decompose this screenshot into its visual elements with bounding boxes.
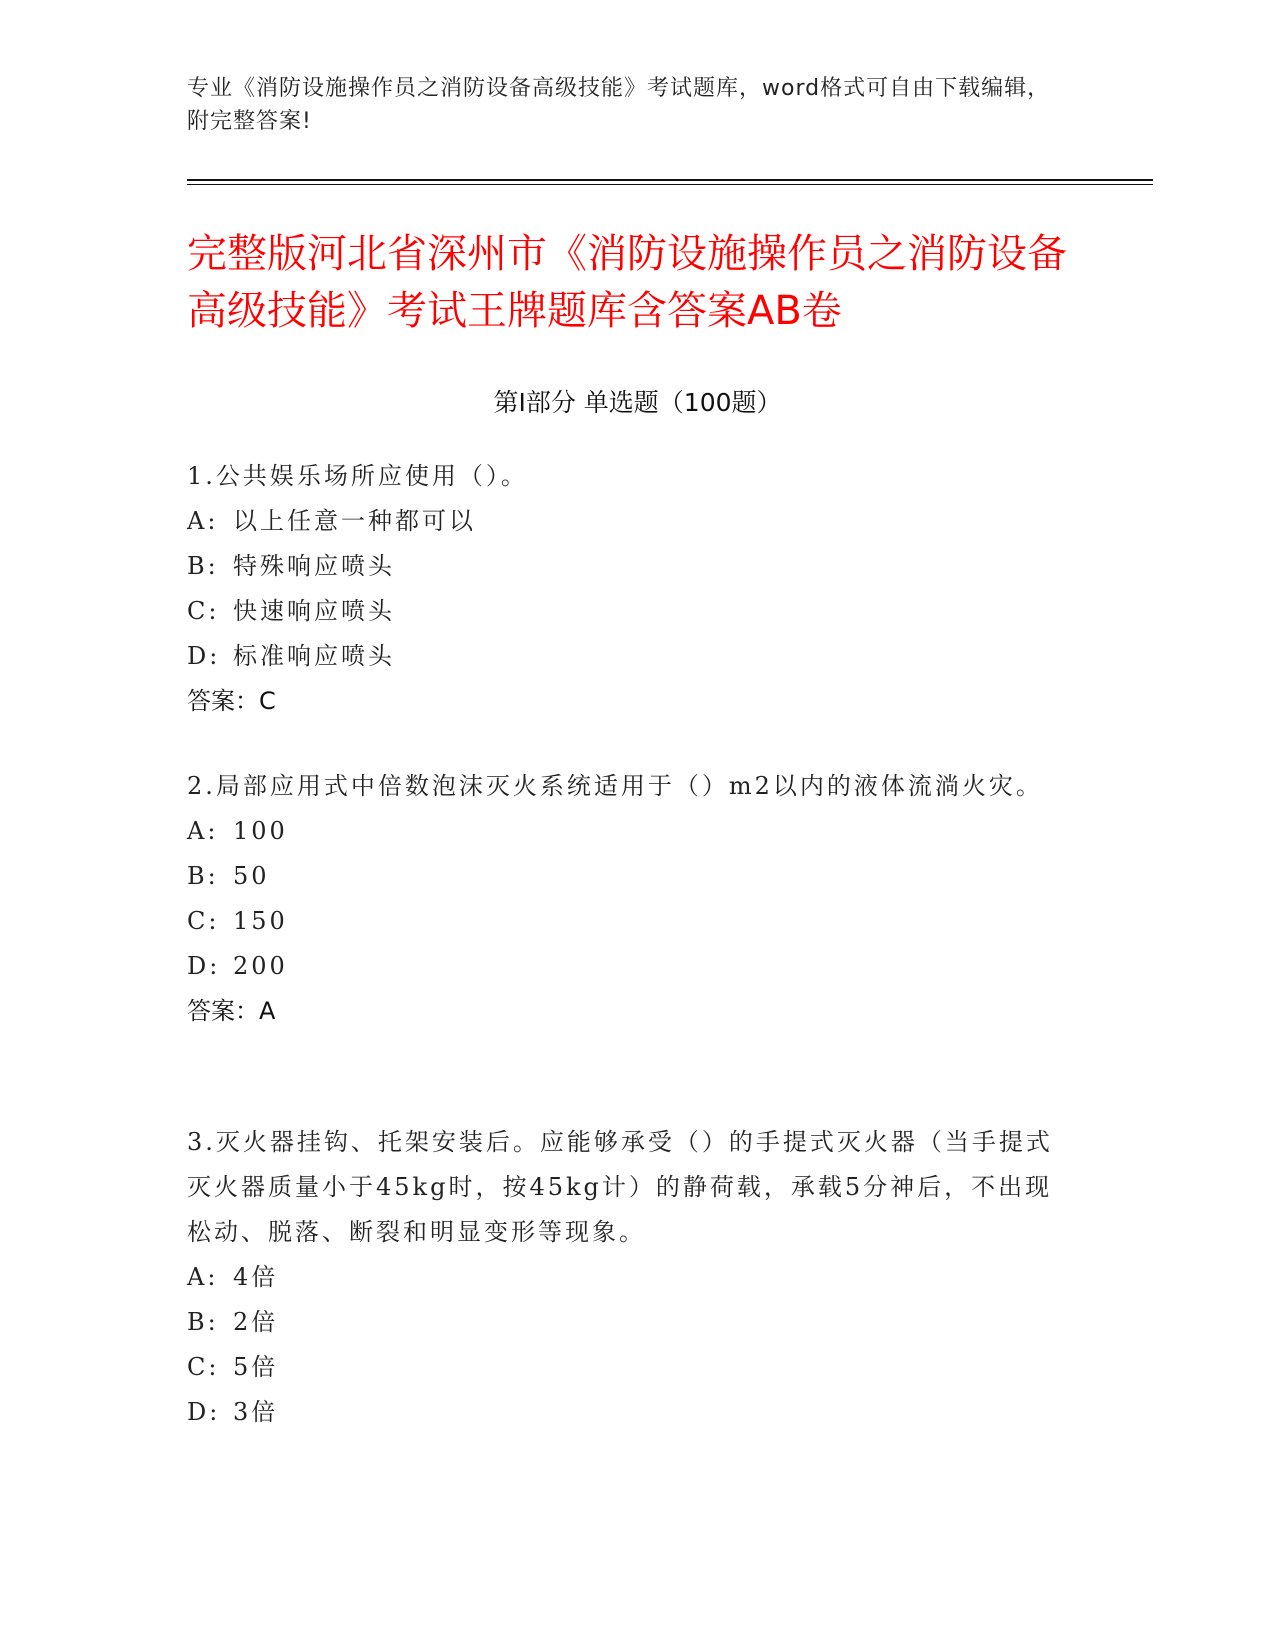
option-text: 快速响应喷头 bbox=[233, 597, 395, 625]
document-title: 完整版河北省深州市《消防设施操作员之消防设备高级技能》考试王牌题库含答案AB卷 bbox=[187, 231, 1067, 334]
section-heading: 第I部分 单选题（100题） bbox=[493, 388, 782, 417]
option-letter: C: bbox=[187, 597, 220, 625]
option-text: 5倍 bbox=[233, 1353, 279, 1381]
question-stem: 2.局部应用式中倍数泡沫灭火系统适用于（）m2以内的液体流淌火灾。 bbox=[187, 772, 1043, 800]
option-text: 100 bbox=[233, 817, 288, 845]
option-letter: D: bbox=[187, 952, 221, 980]
header-divider-thick bbox=[187, 179, 1153, 181]
option-d bbox=[187, 1390, 1067, 1435]
option-letter: D: bbox=[187, 642, 221, 670]
question-stem: 1.公共娱乐场所应使用（）。 bbox=[187, 462, 528, 490]
option-c bbox=[187, 589, 1067, 634]
option-text: 150 bbox=[233, 907, 288, 935]
option-a bbox=[187, 1255, 1067, 1300]
header-note: 专业《消防设施操作员之消防设备高级技能》考试题库，word格式可自由下载编辑，附完整答案! bbox=[187, 76, 1051, 134]
option-c bbox=[187, 1345, 1067, 1390]
answer: 答案：C bbox=[187, 687, 276, 715]
option-letter: A: bbox=[187, 817, 219, 845]
option-letter: B: bbox=[187, 1308, 219, 1336]
question-stem: 3.灭火器挂钩、托架安装后。应能够承受（）的手提式灭火器（当手提式灭火器质量小于45kg时，按45kg计）的静荷载，承载5分神后，不出现松动、脱落、断裂和明显变形等现象。 bbox=[187, 1128, 1053, 1246]
option-letter: A: bbox=[187, 1263, 219, 1291]
option-letter: A: bbox=[187, 507, 219, 535]
option-letter: C: bbox=[187, 1353, 220, 1381]
option-text: 3倍 bbox=[233, 1398, 279, 1426]
option-text: 标准响应喷头 bbox=[233, 642, 395, 670]
option-letter: B: bbox=[187, 552, 219, 580]
option-a bbox=[187, 499, 1067, 544]
question-2 bbox=[187, 764, 1067, 1034]
question-3 bbox=[187, 1120, 1067, 1435]
option-text: 2倍 bbox=[233, 1308, 279, 1336]
option-b bbox=[187, 1300, 1067, 1345]
option-text: 特殊响应喷头 bbox=[233, 552, 395, 580]
option-letter: B: bbox=[187, 862, 219, 890]
answer: 答案：A bbox=[187, 997, 276, 1025]
option-text: 200 bbox=[233, 952, 288, 980]
option-c bbox=[187, 899, 1067, 944]
option-a bbox=[187, 809, 1067, 854]
option-d bbox=[187, 634, 1067, 679]
option-b bbox=[187, 854, 1067, 899]
option-text: 50 bbox=[233, 862, 270, 890]
option-b bbox=[187, 544, 1067, 589]
header-divider-thin bbox=[187, 184, 1153, 185]
question-1 bbox=[187, 454, 1067, 724]
option-text: 以上任意一种都可以 bbox=[233, 507, 476, 535]
option-letter: D: bbox=[187, 1398, 221, 1426]
option-d bbox=[187, 944, 1067, 989]
option-letter: C: bbox=[187, 907, 220, 935]
option-text: 4倍 bbox=[233, 1263, 279, 1291]
